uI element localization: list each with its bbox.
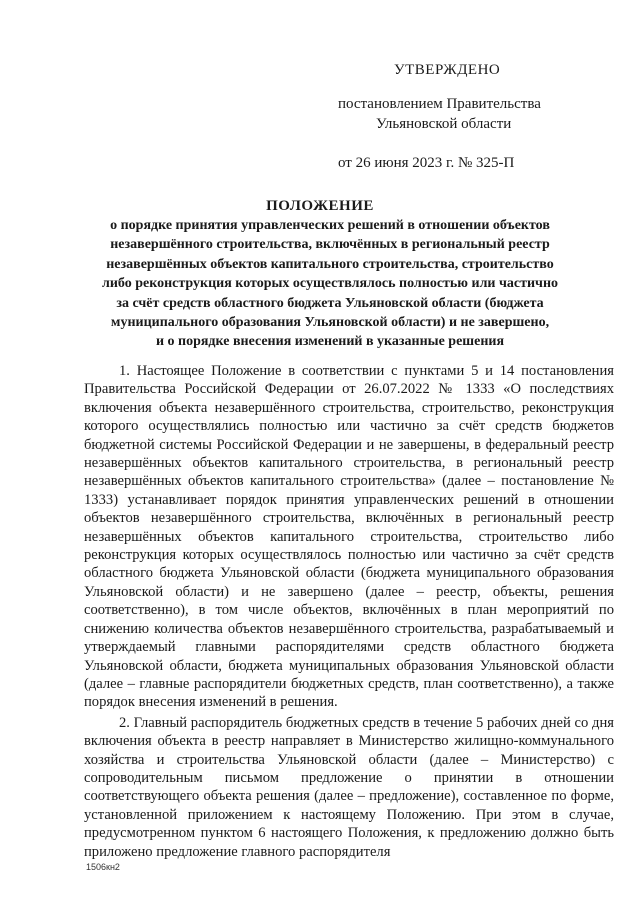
subtitle-line: о порядке принятия управленческих решений в отношении объектов [110,218,550,233]
subtitle-line: за счёт средств областного бюджета Ульяновской области (бюджета [116,295,544,311]
approval-heading: УТВЕРЖДЕНО [394,62,501,78]
document-title: ПОЛОЖЕНИЕ [266,198,374,214]
subtitle-line: незавершённых объектов капитального строительства, строительство [106,256,554,272]
document-subtitle [80,216,580,352]
paragraph-1: 1. Настоящее Положение в соответствии с пунктами 5 и 14 постановления Правительства Российской Федерации от 26.07.2022 № 1333 «О последствиях включения объекта незавершённого строительства, строительство, реконструкция которого осуществлялись полностью или частично за счёт средств бюджетов бюджетной системы Российской Федерации и не завершены, в федеральный реестр незавершённых объектов капитального строительства, в региональный реестр незавершённых объектов капитального строительства» (далее – постановление № 1333) устанавливает порядок принятия управленческих решений в отношении объектов незавершённого строительства, включённых в региональный реестр незавершённых объектов капитального строительства, строительство либо реконструкция которых осуществлялось полностью или частично за счёт средств областного бюджета Ульяновской области (бюджета муниципального образования Ульяновской области) и не завершено (далее – реестр, объекты, решения соответственно), в том числе объектов, включённых в план мероприятий по снижению количества объектов незавершённого строительства, разрабатываемый и утверждаемый главными распорядителями средств областного бюджета Ульяновской области, бюджета муниципальных образования Ульяновской области (далее – главные распорядители бюджетных средств, план соответственно), а также порядок внесения изменений в решения. [84,363,614,711]
footer-code: 1506кн2 [86,862,120,872]
subtitle-line: и о порядке внесения изменений в указанные решения [155,334,505,350]
approval-date: от 26 июня 2023 г. № 325-П [338,155,515,171]
subtitle-line: незавершённого строительства, включённых в региональный реестр [110,237,550,253]
document-body [84,362,614,863]
subtitle-line: либо реконструкция которых осуществлялось полностью или частично [101,276,559,292]
subtitle-line: муниципального образования Ульяновской области) и не завершено, [110,315,550,331]
approval-line-2: Ульяновской области [376,116,512,132]
paragraph-2: 2. Главный распорядитель бюджетных средств в течение 5 рабочих дней со дня включения объекта в реестр направляет в Министерство жилищно-коммунального хозяйства и строительства Ульяновской области (далее – Министерство) с сопроводительным письмом предложение о принятии в отношении соответствующего объекта решения (далее – предложение), составленное по форме, установленной приложением к настоящему Положению. При этом в случае, предусмотренном пунктом 6 настоящего Положения, к предложению должно быть приложено предложение главного распорядителя [84,714,614,860]
approval-line-1: постановлением Правительства [338,96,541,112]
